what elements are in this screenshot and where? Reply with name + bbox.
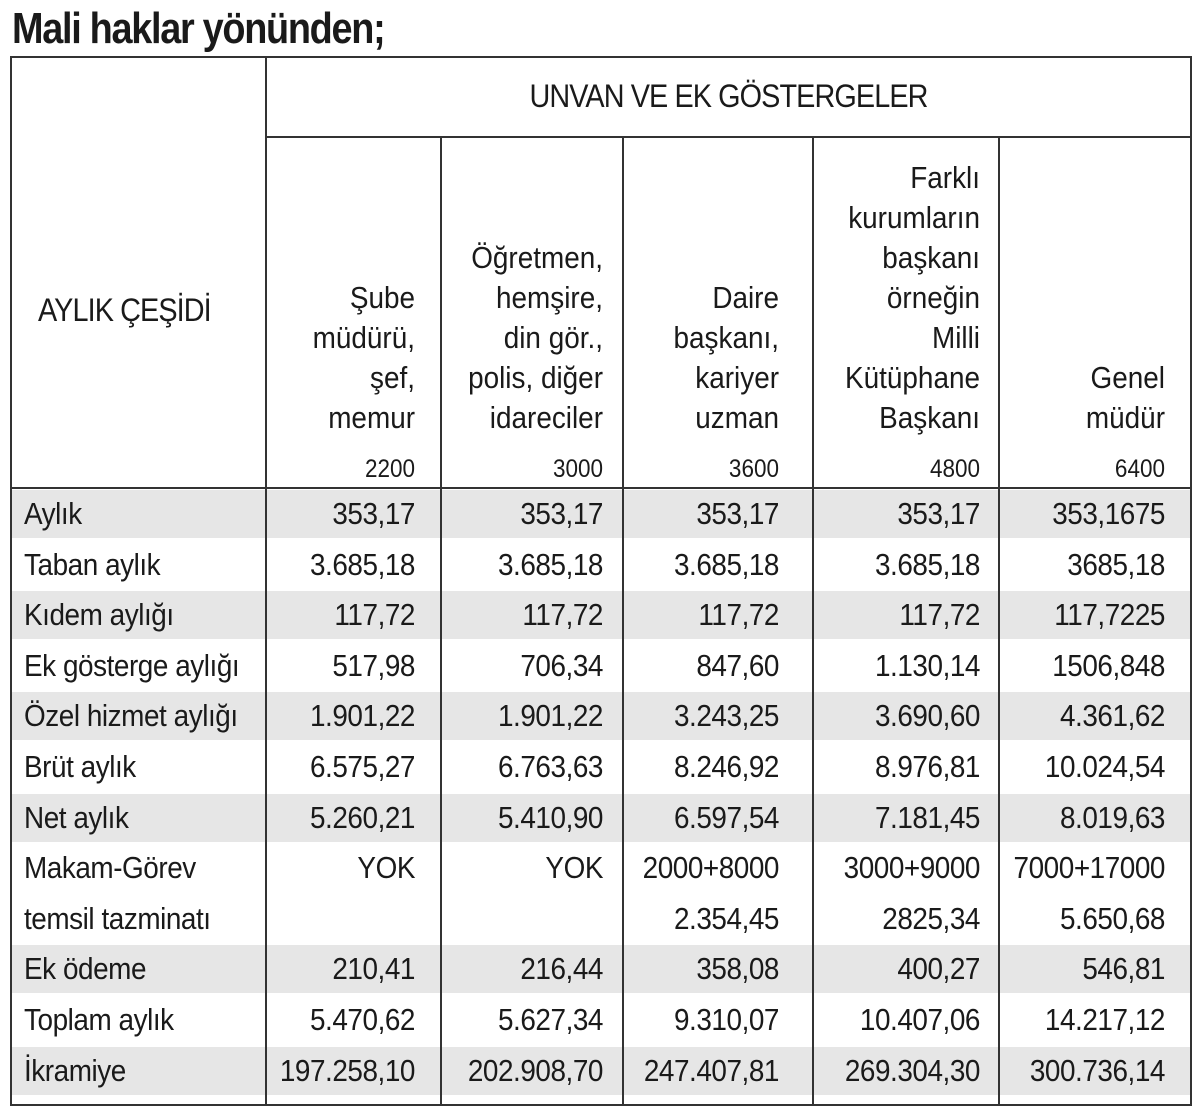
column-indicator: 3600 xyxy=(728,455,779,483)
table-cell: 3.685,18 xyxy=(309,546,415,582)
group-header: UNVAN VE EK GÖSTERGELER xyxy=(529,78,928,114)
column-header-line: idareciler xyxy=(489,400,603,435)
table-cell: 8.246,92 xyxy=(673,749,779,784)
row-label: Ek gösterge aylığı xyxy=(24,647,240,683)
table-cell: 210,41 xyxy=(332,951,415,987)
table-cell: 3.685,18 xyxy=(874,546,980,582)
column-indicator: 2200 xyxy=(364,455,415,483)
table-cell: 3000+9000 xyxy=(843,850,980,886)
row-label: Brüt aylık xyxy=(24,749,136,784)
table-cell: 1.901,22 xyxy=(497,698,603,734)
table-cell: 4.361,62 xyxy=(1059,698,1165,734)
table-cell: 1.901,22 xyxy=(309,698,415,734)
table-cell: 517,98 xyxy=(332,647,415,683)
group-header-divider xyxy=(265,136,1192,138)
column-header-line: Milli xyxy=(931,320,980,355)
column-indicator: 4800 xyxy=(929,455,980,483)
table-cell: 353,17 xyxy=(897,496,980,531)
page-title: Mali haklar yönünden; xyxy=(12,4,385,53)
column-header-line: Şube xyxy=(349,280,415,315)
column-header xyxy=(460,238,603,438)
row-label: Ek ödeme xyxy=(24,951,147,987)
column-header xyxy=(284,278,415,438)
table-cell: 358,08 xyxy=(696,951,779,987)
table-cell: YOK xyxy=(357,850,415,886)
table-cell: 8.976,81 xyxy=(874,749,980,784)
column-header-line: Kütüphane xyxy=(845,360,980,395)
column-indicator: 3000 xyxy=(552,455,603,483)
table-cell: 7.181,45 xyxy=(874,799,980,835)
table-cell: 197.258,10 xyxy=(279,1052,415,1088)
table-cell: 706,34 xyxy=(520,647,603,683)
table-cell: 14.217,12 xyxy=(1044,1002,1165,1037)
column-header-line: şef, xyxy=(370,360,415,395)
column-header xyxy=(641,278,779,438)
column-header-line: uzman xyxy=(695,400,779,435)
column-header-line: kariyer xyxy=(695,360,779,395)
table-cell: 117,72 xyxy=(334,597,415,633)
table-cell: 3.685,18 xyxy=(673,546,779,582)
column-header-line: Başkanı xyxy=(879,400,980,435)
table-cell: 8.019,63 xyxy=(1059,799,1165,835)
column-header-line: Genel xyxy=(1090,360,1165,395)
row-label: İkramiye xyxy=(24,1052,126,1088)
column-header-line: Öğretmen, xyxy=(471,240,603,275)
row-label: Aylık xyxy=(24,496,82,531)
row-header: AYLIK ÇEŞİDİ xyxy=(38,292,211,328)
table-cell: 10.407,06 xyxy=(859,1002,980,1037)
table-cell: 5.410,90 xyxy=(497,799,603,835)
column-header-line: din gör., xyxy=(503,320,603,355)
column-header-line: müdür xyxy=(1085,400,1165,435)
table-cell: 2825,34 xyxy=(882,900,980,936)
table-cell: 269.304,30 xyxy=(844,1052,980,1088)
column-header xyxy=(832,158,980,438)
table-cell: 3.690,60 xyxy=(874,698,980,734)
table-cell: 5.260,21 xyxy=(309,799,415,835)
column-header-line: örneğin xyxy=(886,280,980,315)
column-header-line: müdürü, xyxy=(312,320,415,355)
row-label: Özel hizmet aylığı xyxy=(24,698,238,734)
table-cell: 1506,848 xyxy=(1052,647,1165,683)
column-header-line: başkanı, xyxy=(673,320,779,355)
table-cell: 117,72 xyxy=(899,597,980,633)
table-cell: 353,1675 xyxy=(1052,496,1165,531)
table-cell: YOK xyxy=(545,850,603,886)
table-cell: 353,17 xyxy=(520,496,603,531)
table-cell: 117,7225 xyxy=(1054,597,1165,633)
table-cell: 2000+8000 xyxy=(642,850,779,886)
table-cell: 6.575,27 xyxy=(309,749,415,784)
row-label: temsil tazminatı xyxy=(24,900,211,936)
table-cell: 3.685,18 xyxy=(497,546,603,582)
table-cell: 1.130,14 xyxy=(874,647,980,683)
row-label: Makam-Görev xyxy=(24,850,196,886)
table-cell: 400,27 xyxy=(897,951,980,987)
table-cell: 3.243,25 xyxy=(673,698,779,734)
table-cell: 6.763,63 xyxy=(497,749,603,784)
row-label: Toplam aylık xyxy=(24,1002,174,1037)
column-header-line: Daire xyxy=(712,280,779,315)
table-cell: 6.597,54 xyxy=(673,799,779,835)
column-header-line: memur xyxy=(328,400,415,435)
table-cell: 300.736,14 xyxy=(1029,1052,1165,1088)
table-cell: 202.908,70 xyxy=(467,1052,603,1088)
table-cell: 9.310,07 xyxy=(673,1002,779,1037)
table-cell: 546,81 xyxy=(1082,951,1165,987)
table-cell: 3685,18 xyxy=(1067,546,1165,582)
table-cell: 5.650,68 xyxy=(1059,900,1165,936)
column-header-line: hemşire, xyxy=(496,280,603,315)
table-cell: 2.354,45 xyxy=(673,900,779,936)
table-cell: 353,17 xyxy=(696,496,779,531)
column-header-line: Farklı xyxy=(910,160,980,195)
column-header-line: başkanı xyxy=(882,240,980,275)
row-label: Kıdem aylığı xyxy=(24,597,174,633)
column-header xyxy=(1018,358,1165,438)
table-cell: 7000+17000 xyxy=(1013,850,1165,886)
column-header-line: polis, diğer xyxy=(468,360,603,395)
table-cell: 117,72 xyxy=(698,597,779,633)
table-cell: 216,44 xyxy=(520,951,603,987)
table-cell: 117,72 xyxy=(522,597,603,633)
column-indicator: 6400 xyxy=(1114,455,1165,483)
column-header-line: kurumların xyxy=(848,200,980,235)
table-cell: 247.407,81 xyxy=(643,1052,779,1088)
table-cell: 5.627,34 xyxy=(497,1002,603,1037)
table-cell: 353,17 xyxy=(332,496,415,531)
row-label: Net aylık xyxy=(24,799,129,835)
table-cell: 10.024,54 xyxy=(1044,749,1165,784)
table-cell: 5.470,62 xyxy=(309,1002,415,1037)
row-label: Taban aylık xyxy=(24,546,161,582)
table-cell: 847,60 xyxy=(696,647,779,683)
